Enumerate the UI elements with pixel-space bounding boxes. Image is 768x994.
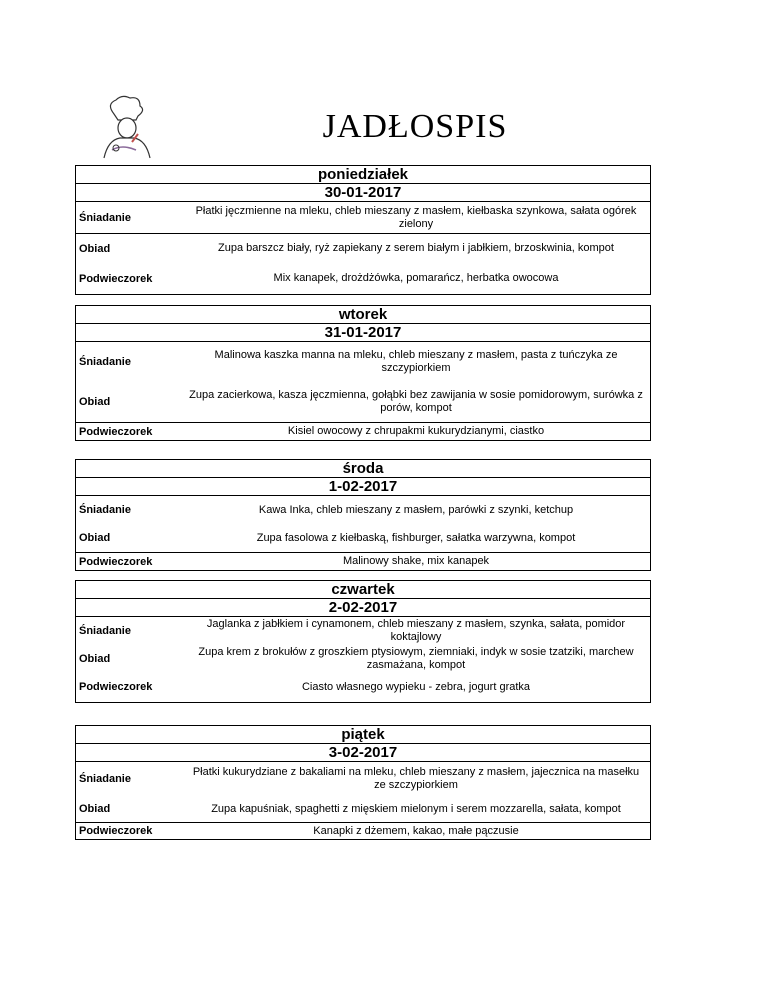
meal-label: Podwieczorek bbox=[79, 825, 153, 837]
meal-label: Obiad bbox=[79, 652, 111, 665]
meal-row bbox=[76, 263, 650, 294]
meal-label: Obiad bbox=[79, 242, 111, 255]
day-header bbox=[76, 460, 650, 496]
meal-text: Zupa zacierkowa, kasza jęczmienna, gołąbki bez zawijania w sosie pomidorowym, surówka z porów, kompot bbox=[189, 389, 643, 414]
meal-row bbox=[76, 796, 650, 823]
meal-text: Malinowy shake, mix kanapek bbox=[342, 555, 490, 567]
day-name: wtorek bbox=[76, 306, 650, 324]
meal-label: Podwieczorek bbox=[79, 425, 153, 438]
meal-text: Zupa fasolowa z kiełbaską, fishburger, sałatka warzywna, kompot bbox=[256, 531, 576, 544]
day-date: 2-02-2017 bbox=[328, 599, 398, 616]
day-table-thursday bbox=[75, 580, 651, 703]
meal-text: Malinowa kaszka manna na mleku, chleb mieszany z masłem, pasta z tuńczyka ze szczypiorkiem bbox=[214, 349, 618, 374]
day-date: 3-02-2017 bbox=[328, 744, 398, 761]
meal-row bbox=[76, 672, 650, 702]
meal-row bbox=[76, 762, 650, 796]
chef-icon bbox=[92, 94, 162, 164]
meal-label: Śniadanie bbox=[79, 504, 131, 516]
day-table-wednesday bbox=[75, 459, 651, 571]
meal-row bbox=[76, 524, 650, 553]
meal-text: Mix kanapek, drożdżówka, pomarańcz, herbatka owocowa bbox=[273, 272, 559, 284]
meal-label: Podwieczorek bbox=[79, 681, 153, 693]
meal-label: Śniadanie bbox=[79, 625, 131, 637]
meal-text: Płatki jęczmienne na mleku, chleb mieszany z masłem, kiełbaska szynkowa, sałata ogórek zielony bbox=[195, 204, 637, 230]
meal-row bbox=[76, 823, 650, 839]
meal-label: Obiad bbox=[79, 532, 111, 544]
day-name: czwartek bbox=[76, 581, 650, 599]
meal-row bbox=[76, 553, 650, 570]
day-date: 1-02-2017 bbox=[328, 478, 398, 495]
day-header bbox=[76, 581, 650, 617]
meal-text: Jaglanka z jabłkiem i cynamonem, chleb mieszany z masłem, szynka, sałata, pomidor koktajlowy bbox=[206, 618, 626, 643]
meal-text: Kisiel owocowy z chrupakmi kukurydzianymi, ciastko bbox=[287, 425, 545, 437]
meal-row bbox=[76, 342, 650, 382]
meal-label: Śniadanie bbox=[79, 211, 131, 224]
meal-text: Zupa kapuśniak, spaghetti z mięskiem mielonym i serem mozzarella, sałata, kompot bbox=[211, 802, 621, 815]
meal-label: Obiad bbox=[79, 396, 111, 408]
meal-row bbox=[76, 617, 650, 645]
meal-text: Zupa krem z brokułów z groszkiem ptysiowym, ziemniaki, indyk w sosie tzatziki, marchew zasmażana, kompot bbox=[198, 645, 634, 671]
meal-text: Kanapki z dżemem, kakao, małe pączusie bbox=[313, 824, 519, 837]
meal-row bbox=[76, 202, 650, 234]
meal-row bbox=[76, 645, 650, 672]
day-name: piątek bbox=[76, 726, 650, 744]
day-name: poniedziałek bbox=[76, 166, 650, 184]
meal-row bbox=[76, 423, 650, 440]
meal-text: Płatki kukurydziane z bakaliami na mleku, chleb mieszany z masłem, jajecznica na masełku ze szczypiorkiem bbox=[192, 766, 640, 791]
meal-text: Zupa barszcz biały, ryż zapiekany z serem białym i jabłkiem, brzoskwinia, kompot bbox=[218, 242, 614, 254]
day-header bbox=[76, 726, 650, 762]
meal-row bbox=[76, 496, 650, 524]
page-title: JADŁOSPIS bbox=[322, 108, 508, 145]
meal-label: Podwieczorek bbox=[79, 555, 153, 568]
meal-row bbox=[76, 382, 650, 423]
day-date: 31-01-2017 bbox=[324, 324, 402, 341]
meal-label: Śniadanie bbox=[79, 773, 131, 785]
day-table-tuesday bbox=[75, 305, 651, 441]
day-header bbox=[76, 166, 650, 202]
meal-label: Śniadanie bbox=[79, 356, 131, 368]
meal-text: Ciasto własnego wypieku - zebra, jogurt gratka bbox=[301, 680, 531, 693]
day-name: środa bbox=[76, 460, 650, 478]
day-table-monday bbox=[75, 165, 651, 295]
meal-label: Obiad bbox=[79, 803, 111, 815]
meal-row bbox=[76, 234, 650, 263]
day-header bbox=[76, 306, 650, 342]
day-date: 30-01-2017 bbox=[324, 184, 402, 201]
meal-text: Kawa Inka, chleb mieszany z masłem, parówki z szynki, ketchup bbox=[258, 503, 574, 516]
meal-label: Podwieczorek bbox=[79, 272, 153, 285]
day-table-friday bbox=[75, 725, 651, 840]
